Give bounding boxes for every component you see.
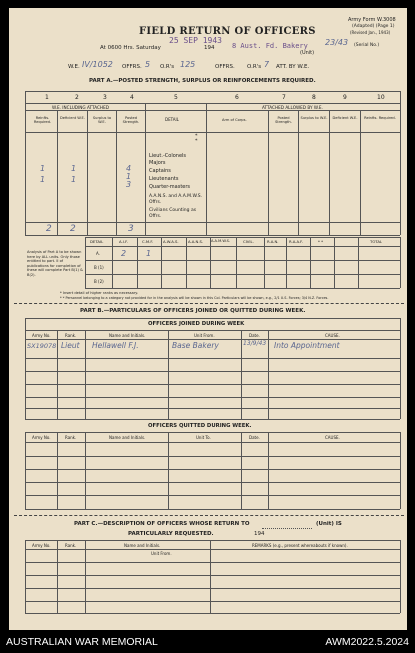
total-deficient: 2: [70, 224, 76, 234]
analysis-aif-a: 2: [121, 249, 127, 258]
ors-label-2: O.R's: [247, 64, 262, 70]
quitted-title: OFFICERS QUITTED DURING WEEK.: [148, 423, 252, 429]
serial-label: (Serial No.): [354, 43, 380, 48]
total-posted: 3: [128, 224, 134, 234]
joined-name: Hellawell F.J.: [92, 341, 139, 350]
part-c-requested: PARTICULARLY REQUESTED.: [128, 531, 214, 537]
joined-rank: Lieut: [61, 341, 80, 350]
footnote-2: * * Personnel belonging to a category not provided for in the analysis will be shown in this Col. Particulars will be shown, e.g., 2/1 U.S. Forces; 3/4 N.Z. Forces.: [60, 296, 329, 300]
we-label: W.E.: [68, 64, 80, 70]
year-label: 194: [204, 45, 215, 51]
footer-accession: AWM2022.5.2024: [325, 636, 409, 648]
analysis-note: Analysis of Part A to be shown here by ALL units. Only those entitled to part. II of publications for completion of these will complete Part B(1) & B(2).: [27, 250, 83, 277]
deficient-lieutenants: 1: [71, 175, 77, 184]
header-surplus: Surplus to W.E.: [92, 116, 112, 124]
reinfts-lieutenants: 1: [40, 175, 46, 184]
part-b-title: PART B.—PARTICULARS OF OFFICERS JOINED OR QUITTED DURING WEEK.: [80, 308, 306, 314]
joined-unit-from: Base Bakery: [172, 341, 219, 350]
offrs-value-2: 7: [264, 60, 270, 69]
at-line: At 0600 Hrs. Saturday: [100, 45, 161, 51]
joined-title: OFFICERS JOINED DURING WEEK: [148, 321, 245, 327]
posted-lieutenants: 1: [126, 172, 132, 181]
part-c-year: 194: [254, 531, 265, 537]
we-including-attached: W.E. INCLUDING ATTACHED: [52, 105, 109, 110]
analysis-cmf-a: 1: [146, 249, 152, 258]
header-posted: Posted Strength.: [122, 116, 140, 124]
att-label: ATT. BY W.E.: [276, 64, 310, 70]
header-surplus-r: Surplus to W.E.: [300, 116, 328, 120]
serial-number: 23/43: [325, 38, 349, 47]
army-form-label: Army Form W.3008: [348, 17, 396, 23]
header-detail: DETAIL: [165, 117, 179, 122]
header-deficient-r: Deficient W.E.: [332, 116, 358, 120]
offrs-label: OFFRS.: [122, 64, 142, 70]
posted-captains: 4: [126, 164, 132, 173]
header-deficient: Deficient W.E.: [60, 116, 85, 120]
we-value: IV/1052: [82, 60, 113, 69]
date-stamp: 25 SEP 1943: [169, 36, 222, 45]
total-reinfts: 2: [46, 224, 52, 234]
header-arm: Arm of Corps.: [222, 118, 247, 122]
header-reinfts-r: Reinfts. Required.: [364, 116, 396, 120]
form-title: FIELD RETURN OF OFFICERS: [139, 26, 316, 37]
unit-label: (Unit): [300, 50, 315, 56]
ors-label: O.R's: [160, 64, 175, 70]
adapted-label: (Adapted) (Page 1): [352, 24, 395, 29]
ors-value: 125: [180, 60, 196, 69]
star-marks: * *: [195, 133, 198, 144]
offrs-label-2: OFFRS.: [215, 64, 235, 70]
posted-qm: 3: [126, 180, 132, 189]
part-c-title: PART C.—DESCRIPTION OF OFFICERS WHOSE RETURN TO: [74, 521, 250, 527]
part-c-unit-is: (Unit) IS: [316, 521, 342, 527]
joined-army-no: SX19078: [27, 342, 57, 350]
part-a-title: PART A.—POSTED STRENGTH, SURPLUS OR REINFORCEMENTS REQUIRED.: [89, 78, 316, 84]
attached-allowed: ATTACHED ALLOWED BY W.E.: [262, 105, 323, 110]
footer-institution: AUSTRALIAN WAR MEMORIAL: [6, 636, 158, 648]
footer-bar: [0, 633, 415, 653]
revised-label: (Revised Jan., 1943): [350, 30, 391, 35]
deficient-captains: 1: [71, 164, 77, 173]
joined-date: 13/9/43: [243, 340, 267, 347]
joined-cause: Into Appointment: [274, 341, 340, 350]
unit-stamp: 8 Aust. Fd. Bakery: [232, 42, 308, 50]
footnote-1: * Insert detail of higher ranks as necessary.: [60, 291, 139, 295]
offrs-value: 5: [145, 60, 151, 69]
header-posted-r: Posted Strength.: [275, 116, 292, 124]
reinfts-captains: 1: [40, 164, 46, 173]
header-reinfts: Reinfts. Required.: [33, 116, 52, 124]
